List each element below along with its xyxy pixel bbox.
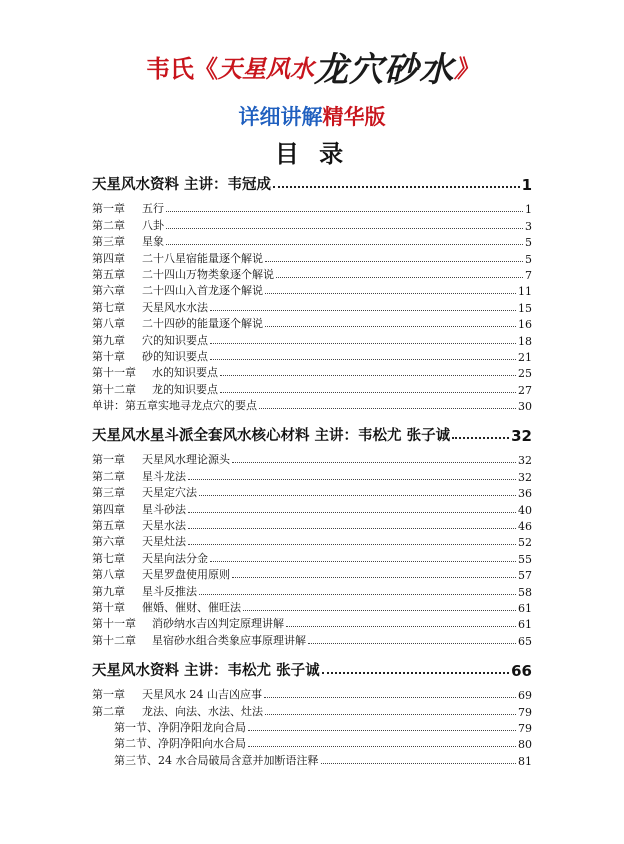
entry-label — [92, 348, 208, 364]
toc-entry[interactable] — [92, 615, 532, 631]
entry-page-number: 80 — [518, 738, 532, 752]
dot-leader — [210, 358, 516, 360]
chapter-number: 单讲：第五章 — [92, 399, 158, 413]
toc-entry[interactable] — [92, 282, 532, 298]
chapter-number: 第二章 — [92, 218, 125, 232]
entry-label — [92, 632, 306, 648]
entry-label — [92, 566, 230, 582]
entry-page-number: 36 — [518, 487, 532, 501]
dot-leader — [210, 560, 516, 562]
dot-leader — [199, 494, 516, 496]
section-title: 天星风水星斗派全套风水核心材料 主讲：韦松尤 张子诚 — [92, 428, 451, 445]
toc-entry[interactable] — [92, 735, 532, 751]
entry-page-number: 55 — [518, 552, 532, 566]
toc-section-heading[interactable] — [92, 172, 532, 194]
chapter-number: 第十一章 — [92, 617, 136, 631]
chapter-title: 龙法、向法、水法、灶法 — [142, 704, 263, 718]
entry-page-number: 1 — [525, 203, 532, 217]
entry-label — [92, 266, 274, 282]
dot-leader — [265, 325, 516, 327]
entry-label — [92, 484, 197, 500]
entry-page-number: 57 — [518, 569, 532, 583]
entry-page-number: 18 — [518, 334, 532, 348]
chapter-number: 第二章 — [92, 469, 125, 483]
entry-label — [92, 315, 263, 331]
toc-entry[interactable] — [92, 200, 532, 216]
entry-page-number: 5 — [525, 236, 532, 250]
toc-entry[interactable] — [92, 582, 532, 598]
dot-leader — [210, 342, 516, 344]
entry-label — [92, 533, 186, 549]
chapter-number: 第四章 — [92, 251, 125, 265]
chapter-title: 天星定穴法 — [142, 486, 197, 500]
toc-entry[interactable] — [92, 298, 532, 314]
dot-leader — [264, 696, 516, 698]
entry-label — [92, 501, 186, 517]
entry-page-number: 52 — [518, 536, 532, 550]
title-part-b: 天星风水 — [218, 55, 314, 83]
title-part-d: 》 — [454, 55, 478, 83]
toc-entry[interactable] — [92, 631, 532, 647]
entry-label — [92, 451, 230, 467]
entry-label — [92, 583, 197, 599]
entry-page-number: 79 — [518, 705, 532, 719]
chapter-title: 第二节、净阴净阳向水合局 — [114, 737, 246, 751]
chapter-number: 第八章 — [92, 568, 125, 582]
chapter-title: 天星水法 — [142, 519, 186, 533]
chapter-number: 第六章 — [92, 284, 125, 298]
dot-leader — [248, 729, 516, 731]
dot-leader — [210, 309, 516, 311]
entry-label — [114, 752, 319, 768]
section-page-number: 1 — [521, 176, 532, 194]
chapter-title: 天星罗盘使用原则 — [142, 568, 230, 582]
entry-page-number: 7 — [525, 268, 532, 282]
entry-page-number: 65 — [518, 634, 532, 648]
dot-leader — [322, 671, 510, 674]
dot-leader — [188, 543, 516, 545]
entry-label — [92, 615, 284, 631]
chapter-title: 天星风水 24 山吉凶应事 — [142, 688, 262, 702]
subtitle-red: 精华版 — [322, 105, 386, 129]
toc-heading: 目 录 — [274, 140, 350, 168]
entry-label — [92, 299, 208, 315]
chapter-title: 消砂纳水吉凶判定原理讲解 — [152, 617, 284, 631]
chapter-number: 第三章 — [92, 235, 125, 249]
chapter-number: 第九章 — [92, 333, 125, 347]
chapter-title: 八卦 — [142, 218, 164, 232]
toc-entry[interactable] — [92, 397, 532, 413]
document-subtitle — [0, 101, 624, 131]
chapter-number: 第十二章 — [92, 382, 136, 396]
dot-leader — [166, 243, 523, 245]
chapter-number: 第六章 — [92, 535, 125, 549]
chapter-title: 二十四砂的能量逐个解说 — [142, 317, 263, 331]
toc-entry[interactable] — [92, 517, 532, 533]
entry-label — [92, 468, 186, 484]
entry-page-number: 16 — [518, 318, 532, 332]
toc-entry[interactable] — [92, 751, 532, 767]
dot-leader — [308, 642, 516, 644]
entry-label — [114, 735, 246, 751]
entry-page-number: 79 — [518, 721, 532, 735]
chapter-title: 二十四山入首龙逐个解说 — [142, 284, 263, 298]
toc-entry[interactable] — [92, 549, 532, 565]
chapter-title: 天星灶法 — [142, 535, 186, 549]
chapter-number: 第十一章 — [92, 366, 136, 380]
toc-entry[interactable] — [92, 249, 532, 265]
entry-page-number: 25 — [518, 367, 532, 381]
toc-section-heading[interactable] — [92, 423, 532, 445]
entry-page-number: 81 — [518, 754, 532, 768]
chapter-title: 催婚、催财、催旺法 — [142, 600, 241, 614]
chapter-number: 第九章 — [92, 584, 125, 598]
toc-entry[interactable] — [92, 233, 532, 249]
chapter-number: 第八章 — [92, 317, 125, 331]
dot-leader — [220, 391, 516, 393]
toc-entry[interactable] — [92, 566, 532, 582]
chapter-title: 五行 — [142, 202, 164, 216]
document-title — [0, 42, 624, 91]
dot-leader — [452, 436, 509, 439]
entry-page-number: 30 — [518, 400, 532, 414]
entry-label — [92, 364, 218, 380]
entry-page-number: 5 — [525, 252, 532, 266]
chapter-number: 第十二章 — [92, 633, 136, 647]
toc-entry[interactable] — [92, 467, 532, 483]
chapter-title: 星宿砂水组合类象应事原理讲解 — [152, 633, 306, 647]
chapter-title: 龙的知识要点 — [152, 382, 218, 396]
chapter-number: 第三章 — [92, 486, 125, 500]
toc-entry[interactable] — [92, 702, 532, 718]
toc-entry[interactable] — [92, 380, 532, 396]
chapter-title: 天星风水水法 — [142, 300, 208, 314]
chapter-number: 第一章 — [92, 202, 125, 216]
chapter-title: 穴的知识要点 — [142, 333, 208, 347]
dot-leader — [188, 527, 516, 529]
entry-label — [92, 550, 208, 566]
chapter-number: 第五章 — [92, 267, 125, 281]
dot-leader — [248, 745, 516, 747]
toc-entry[interactable] — [92, 266, 532, 282]
dot-leader — [188, 511, 516, 513]
entry-page-number: 61 — [518, 618, 532, 632]
chapter-number: 第十章 — [92, 349, 125, 363]
entry-page-number: 21 — [518, 350, 532, 364]
chapter-number: 第一章 — [92, 688, 125, 702]
dot-leader — [265, 260, 523, 262]
table-of-contents — [92, 172, 532, 768]
entry-page-number: 32 — [518, 454, 532, 468]
chapter-number: 第七章 — [92, 300, 125, 314]
chapter-title: 实地寻龙点穴的要点 — [158, 399, 257, 413]
section-title: 天星风水资料 主讲：韦冠成 — [92, 177, 272, 193]
dot-leader — [188, 478, 516, 480]
chapter-title: 砂的知识要点 — [142, 349, 208, 363]
toc-entry[interactable] — [92, 364, 532, 380]
dot-leader — [232, 461, 516, 463]
entry-page-number: 32 — [518, 470, 532, 484]
entry-label — [114, 719, 246, 735]
dot-leader — [199, 593, 516, 595]
chapter-title: 星斗龙法 — [142, 469, 186, 483]
entry-label — [92, 703, 263, 719]
chapter-title: 第三节、24 水合局破局含意并加断语注释 — [114, 753, 319, 767]
chapter-title: 二十八星宿能量逐个解说 — [142, 251, 263, 265]
entry-page-number: 58 — [518, 585, 532, 599]
entry-label — [92, 397, 257, 413]
chapter-title: 星斗砂法 — [142, 502, 186, 516]
title-part-a: 韦氏《 — [146, 55, 218, 83]
entry-label — [92, 332, 208, 348]
dot-leader — [321, 762, 517, 764]
toc-entry[interactable] — [92, 686, 532, 702]
chapter-title: 天星向法分金 — [142, 551, 208, 565]
chapter-title: 第一节、净阴净阳龙向合局 — [114, 720, 246, 734]
chapter-number: 第五章 — [92, 519, 125, 533]
dot-leader — [265, 713, 516, 715]
dot-leader — [220, 374, 516, 376]
dot-leader — [166, 210, 523, 212]
chapter-title: 二十四山万物类象逐个解说 — [142, 267, 274, 281]
dot-leader — [286, 625, 516, 627]
toc-entry[interactable] — [92, 500, 532, 516]
toc-entry[interactable] — [92, 216, 532, 232]
toc-entry[interactable] — [92, 484, 532, 500]
dot-leader — [276, 276, 523, 278]
toc-entry[interactable] — [92, 451, 532, 467]
entry-page-number: 27 — [518, 383, 532, 397]
entry-label — [92, 282, 263, 298]
entry-page-number: 15 — [518, 301, 532, 315]
chapter-number: 第四章 — [92, 502, 125, 516]
section-page-number: 66 — [511, 661, 532, 680]
entry-page-number: 46 — [518, 520, 532, 534]
entry-label — [92, 517, 186, 533]
chapter-title: 天星风水理论源头 — [142, 453, 230, 467]
entry-label — [92, 599, 241, 615]
entry-label — [92, 233, 164, 249]
entry-page-number: 61 — [518, 601, 532, 615]
title-part-c: 龙穴砂水 — [314, 50, 454, 90]
chapter-number: 第十章 — [92, 600, 125, 614]
entry-page-number: 69 — [518, 689, 532, 703]
dot-leader — [259, 407, 516, 409]
entry-label — [92, 217, 164, 233]
dot-leader — [232, 576, 516, 578]
dot-leader — [243, 609, 516, 611]
entry-page-number: 3 — [525, 219, 532, 233]
toc-entry[interactable] — [92, 533, 532, 549]
section-page-number: 32 — [511, 427, 532, 446]
entry-label — [92, 381, 218, 397]
entry-page-number: 40 — [518, 503, 532, 517]
dot-leader — [265, 292, 516, 294]
entry-label — [92, 686, 262, 702]
dot-leader — [273, 185, 520, 188]
chapter-number: 第一章 — [92, 453, 125, 467]
toc-entry[interactable] — [92, 719, 532, 735]
chapter-title: 水的知识要点 — [152, 366, 218, 380]
section-title: 天星风水资料 主讲：韦松尤 张子诚 — [92, 662, 320, 679]
dot-leader — [166, 227, 523, 229]
entry-label — [92, 250, 263, 266]
chapter-number: 第七章 — [92, 551, 125, 565]
toc-entry[interactable] — [92, 348, 532, 364]
toc-entry[interactable] — [92, 315, 532, 331]
chapter-title: 星象 — [142, 235, 164, 249]
entry-page-number: 11 — [518, 285, 532, 299]
entry-label — [92, 200, 164, 216]
toc-entry[interactable] — [92, 599, 532, 615]
subtitle-blue: 详细讲解 — [238, 105, 323, 129]
toc-section-heading[interactable] — [92, 658, 532, 680]
chapter-number: 第二章 — [92, 704, 125, 718]
chapter-title: 星斗反推法 — [142, 584, 197, 598]
toc-entry[interactable] — [92, 331, 532, 347]
